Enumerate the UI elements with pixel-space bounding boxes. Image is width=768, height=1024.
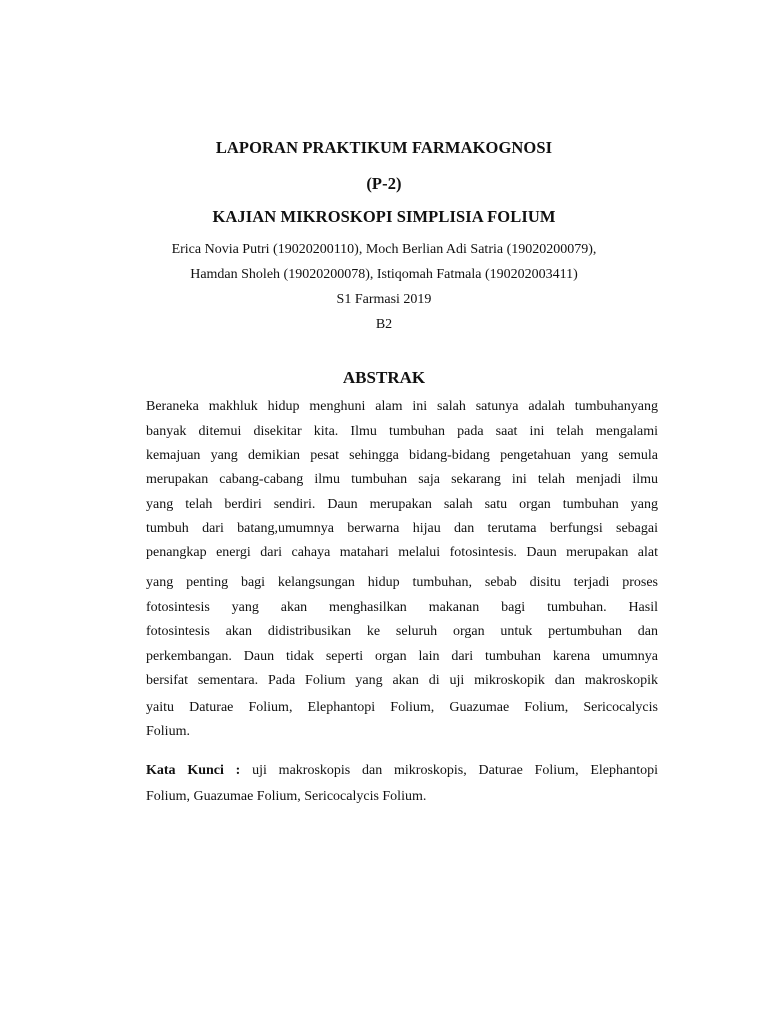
abstract-line: perkembangan. Daun tidak seperti organ lain dari tumbuhan karena umumnya xyxy=(146,649,658,664)
abstract-line: Folium. xyxy=(146,724,190,739)
report-subtitle: KAJIAN MIKROSKOPI SIMPLISIA FOLIUM xyxy=(212,207,556,226)
abstract-line: fotosintesis akan didistribusikan ke seluruh organ untuk pertumbuhan dan xyxy=(146,624,658,639)
abstract-line: merupakan cabang-cabang ilmu tumbuhan saja sekarang ini telah menjadi ilmu xyxy=(146,472,658,487)
report-title: LAPORAN PRAKTIKUM FARMAKOGNOSI xyxy=(215,138,553,157)
authors-line-2: Hamdan Sholeh (19020200078), Istiqomah Fatmala (190202003411) xyxy=(190,267,578,282)
abstract-line: yang telah berdiri sendiri. Daun merupakan salah satu organ tumbuhan yang xyxy=(146,497,658,512)
report-number: (P-2) xyxy=(366,174,402,193)
abstract-line: banyak ditemui disekitar kita. Ilmu tumbuhan pada saat ini telah mengalami xyxy=(146,424,658,439)
class-label: B2 xyxy=(375,317,393,332)
keywords-label: Kata Kunci : xyxy=(146,763,241,778)
study-program: S1 Farmasi 2019 xyxy=(336,292,432,307)
authors-line-1: Erica Novia Putri (19020200110), Moch Berlian Adi Satria (19020200079), xyxy=(171,242,597,257)
abstract-line: tumbuh dari batang,umumnya berwarna hijau dan terutama berfungsi sebagai xyxy=(146,521,658,536)
abstract-line: Beraneka makhluk hidup menghuni alam ini salah satunya adalah tumbuhanyang xyxy=(146,399,658,414)
keywords-line-2: Folium, Guazumae Folium, Sericocalycis Folium. xyxy=(146,789,427,804)
keywords-text: uji makroskopis dan mikroskopis, Daturae Folium, Elephantopi xyxy=(240,763,658,778)
abstract-heading: ABSTRAK xyxy=(342,368,426,387)
keywords-line-1 xyxy=(146,763,658,779)
abstract-line: bersifat sementara. Pada Folium yang akan di uji mikroskopik dan makroskopik xyxy=(146,673,658,688)
abstract-line: kemajuan yang demikian pesat sehingga bidang-bidang pengetahuan yang semula xyxy=(146,448,658,463)
abstract-line: penangkap energi dari cahaya matahari melalui fotosintesis. Daun merupakan alat xyxy=(146,545,658,560)
abstract-line: fotosintesis yang akan menghasilkan makanan bagi tumbuhan. Hasil xyxy=(146,600,658,615)
abstract-line: yaitu Daturae Folium, Elephantopi Folium, Guazumae Folium, Sericocalycis xyxy=(146,700,658,715)
abstract-line: yang penting bagi kelangsungan hidup tumbuhan, sebab disitu terjadi proses xyxy=(146,575,658,590)
